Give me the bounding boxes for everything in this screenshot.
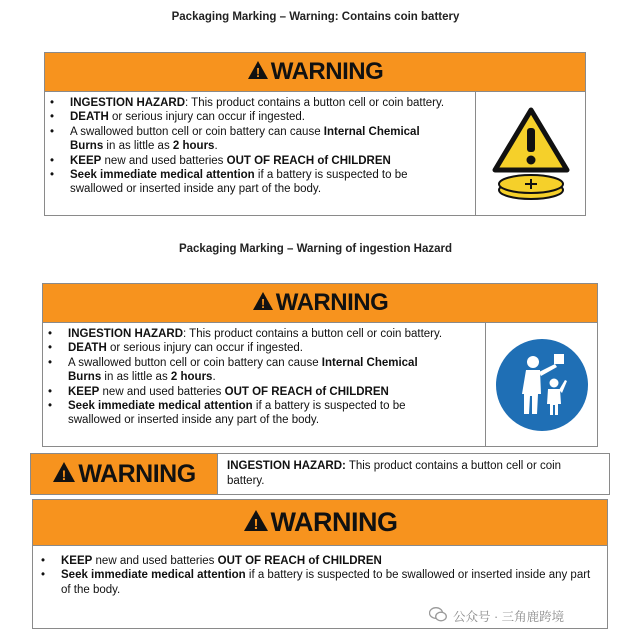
list-item: • A swallowed button cell or coin battery can cause Internal Chemical Burns in as little as 2 hours. <box>48 356 481 385</box>
warning-word: WARNING <box>275 289 389 316</box>
list-item: • DEATH or serious injury can occur if ingested. <box>48 341 481 355</box>
warning-panel-small <box>30 453 610 495</box>
small-panel-text: INGESTION HAZARD: This product contains a button cell or coin battery. <box>227 460 562 487</box>
list-item: • Seek immediate medical attention if a battery is suspected to be swallowed or inserted inside any part of the body. <box>48 399 481 428</box>
warning-word: WARNING <box>270 58 384 85</box>
warning-header <box>33 500 607 546</box>
warning-text <box>43 323 485 446</box>
list-item: • KEEP new and used batteries OUT OF REACH of CHILDREN <box>48 385 481 399</box>
svg-text:!: ! <box>253 515 258 532</box>
warning-triangle-icon <box>247 60 269 85</box>
warning-panel-ingestion-hazard <box>42 283 598 447</box>
list-item: • INGESTION HAZARD: This product contains a button cell or coin battery. <box>50 96 471 110</box>
warning-header <box>43 284 597 323</box>
warning-text <box>45 92 475 215</box>
list-item: • INGESTION HAZARD: This product contains a button cell or coin battery. <box>48 327 481 341</box>
warning-word: WARNING <box>78 459 196 488</box>
warning-triangle-icon <box>252 291 274 316</box>
warning-triangle-icon <box>52 461 76 488</box>
keep-away-from-children-icon <box>485 323 597 446</box>
warning-triangle-icon <box>243 509 269 537</box>
list-item: • KEEP new and used batteries OUT OF REACH of CHILDREN <box>41 554 603 568</box>
svg-text:!: ! <box>260 295 265 311</box>
wechat-icon <box>429 607 447 625</box>
watermark-text: 公众号 · 三角鹿跨境 <box>453 610 565 624</box>
caption-contains-coin-battery: Packaging Marking – Warning: Contains coin battery <box>171 11 460 23</box>
warning-word: WARNING <box>270 507 398 537</box>
list-item: • A swallowed button cell or coin battery can cause Internal Chemical Burns in as little as 2 hours. <box>50 125 471 154</box>
list-item: • KEEP new and used batteries OUT OF REACH of CHILDREN <box>50 154 471 168</box>
warning-label-block <box>31 454 218 494</box>
list-item: • Seek immediate medical attention if a battery is suspected to be swallowed or inserted inside any part of the body. <box>41 568 603 597</box>
list-item: • DEATH or serious injury can occur if ingested. <box>50 110 471 124</box>
coin-battery-warning-icon <box>475 92 585 215</box>
svg-text:!: ! <box>255 64 260 80</box>
svg-text:!: ! <box>61 466 67 483</box>
watermark <box>429 607 564 625</box>
warning-panel-coin-battery <box>44 52 586 216</box>
list-item: • Seek immediate medical attention if a battery is suspected to be swallowed or inserted inside any part of the body. <box>50 168 471 197</box>
warning-header <box>45 53 585 92</box>
warning-text <box>33 550 607 597</box>
caption-ingestion-hazard: Packaging Marking – Warning of ingestion Hazard <box>178 243 453 255</box>
